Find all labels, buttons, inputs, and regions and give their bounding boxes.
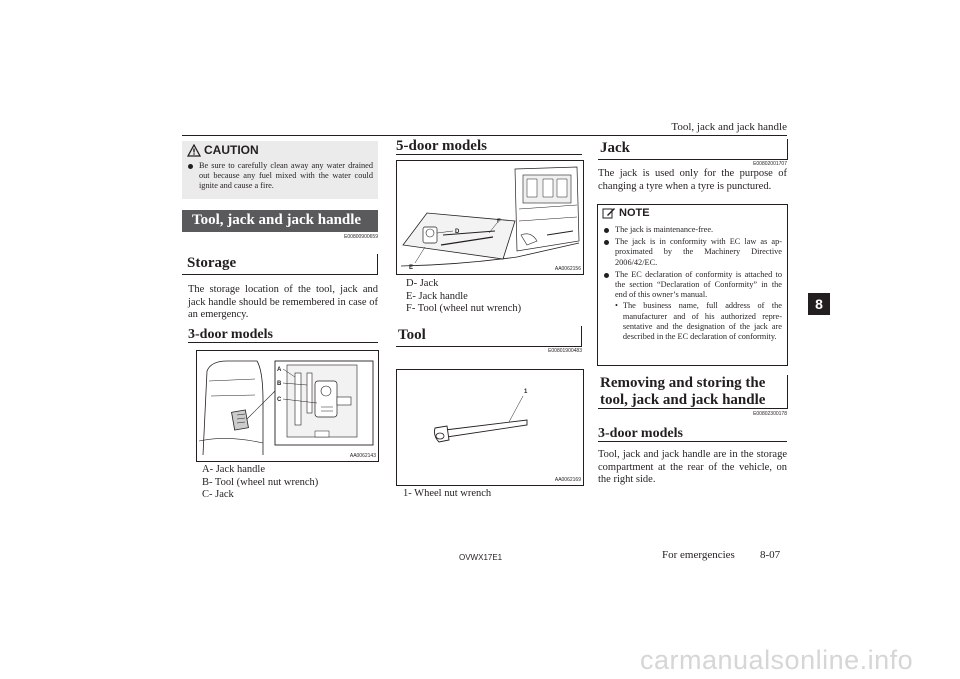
note-subitem: • The business name, full address of the manufacturer and of his authorized repre-sentative and the designation of the jack are described in the EC declaration of conformity.: [615, 301, 782, 342]
page-number: 8-07: [760, 549, 781, 561]
removing-text: Tool, jack and jack handle are in the storage compartment at the rear of the vehicle, on the right side.: [598, 449, 787, 486]
legend-item: B- Tool (wheel nut wrench): [202, 476, 319, 488]
jack-title: Jack: [600, 140, 630, 156]
section-banner: [182, 210, 378, 232]
removing-heading-box: [598, 375, 788, 409]
bullet-icon: [604, 228, 609, 233]
tool-code: E00801900483: [548, 348, 582, 354]
note-item: The EC declaration of conformity is attached to the section “Declaration of Conformity” in the end of this owner’s manual.: [604, 270, 782, 301]
note-label: NOTE: [619, 207, 650, 219]
tool-title: Tool: [398, 327, 426, 343]
five-door-legend: [406, 278, 586, 316]
note-list: [604, 225, 782, 342]
figure-label-1: 1: [524, 389, 528, 395]
storage-text: The storage location of the tool, jack and jack handle should be remembered in case of an emergency.: [188, 284, 378, 321]
bullet-icon: [604, 273, 609, 278]
removing-title: Removing and storing the tool, jack and jack handle: [600, 375, 766, 408]
figure-label-b: B: [277, 381, 282, 387]
legend-item: A- Jack handle: [202, 464, 265, 475]
figure-code: AA0062156: [554, 266, 581, 272]
five-door-figure: [396, 160, 584, 275]
caution-box: [182, 141, 378, 199]
removing-subtitle-rule: [598, 441, 787, 442]
doc-code: OVWX17E1: [459, 553, 503, 562]
footer-section: For emergencies: [662, 549, 735, 561]
section-code: E00800900659: [344, 234, 378, 240]
section-banner-title: Tool, jack and jack handle: [192, 212, 362, 228]
jack-heading-box: [598, 139, 788, 160]
pencil-note-icon: [602, 207, 616, 219]
caution-text: Be sure to carefully clean away any water drained out because any fuel mixed with the water could ignite and cause a fire.: [199, 161, 373, 191]
three-door-legend: [202, 464, 382, 502]
legend-item: F- Tool (wheel nut wrench): [406, 303, 522, 315]
watermark: carmanualsonline.info: [640, 645, 914, 675]
caution-label: CAUTION: [204, 143, 259, 157]
storage-title: Storage: [187, 255, 237, 271]
tool-heading-box: [396, 326, 582, 347]
note-item: The jack is maintenance-free.: [604, 225, 782, 235]
storage-heading-box: [182, 254, 378, 275]
running-header: Tool, jack and jack handle: [671, 121, 787, 133]
figure-label-c: C: [277, 397, 282, 403]
five-door-rule: [396, 154, 582, 155]
figure-code: AA0062143: [349, 453, 376, 459]
three-door-title: 3-door models: [188, 327, 273, 342]
caution-header: [187, 143, 259, 157]
five-door-illustration: [397, 161, 583, 274]
removing-code: E00802300178: [753, 411, 787, 417]
tool-figure: [396, 369, 584, 486]
figure-label-e: E: [409, 265, 414, 271]
figure-label-f: F: [497, 219, 501, 225]
sub-bullet-icon: •: [615, 301, 618, 311]
three-door-illustration: [197, 351, 378, 461]
bullet-icon: [604, 240, 609, 245]
five-door-title: 5-door models: [396, 138, 487, 154]
wrench-illustration: [397, 370, 583, 485]
chapter-tab[interactable]: 8: [808, 293, 830, 315]
three-door-rule: [188, 342, 378, 343]
removing-subtitle: 3-door models: [598, 426, 683, 441]
figure-code: AA0062169: [554, 477, 581, 483]
jack-code: E00802001707: [753, 161, 787, 167]
jack-text: The jack is used only for the purpose of changing a tyre when a tyre is punctured.: [598, 168, 787, 192]
warning-triangle-icon: [187, 144, 201, 157]
header-rule: [182, 135, 787, 136]
legend-item: C- Jack: [202, 489, 234, 501]
note-header: [602, 207, 650, 219]
tool-legend: 1- Wheel nut wrench: [403, 488, 492, 499]
bullet-icon: [188, 164, 193, 169]
caution-item: [188, 161, 373, 192]
note-box: [597, 204, 788, 366]
figure-label-d: D: [455, 229, 460, 235]
figure-label-a: A: [277, 367, 282, 373]
three-door-figure: [196, 350, 379, 462]
note-item: The jack is in conformity with EC law as ap-proximated by the Machinery Directive 2006/42/EC.: [604, 237, 782, 268]
legend-item: D- Jack: [406, 278, 439, 289]
legend-item: E- Jack handle: [406, 290, 468, 302]
